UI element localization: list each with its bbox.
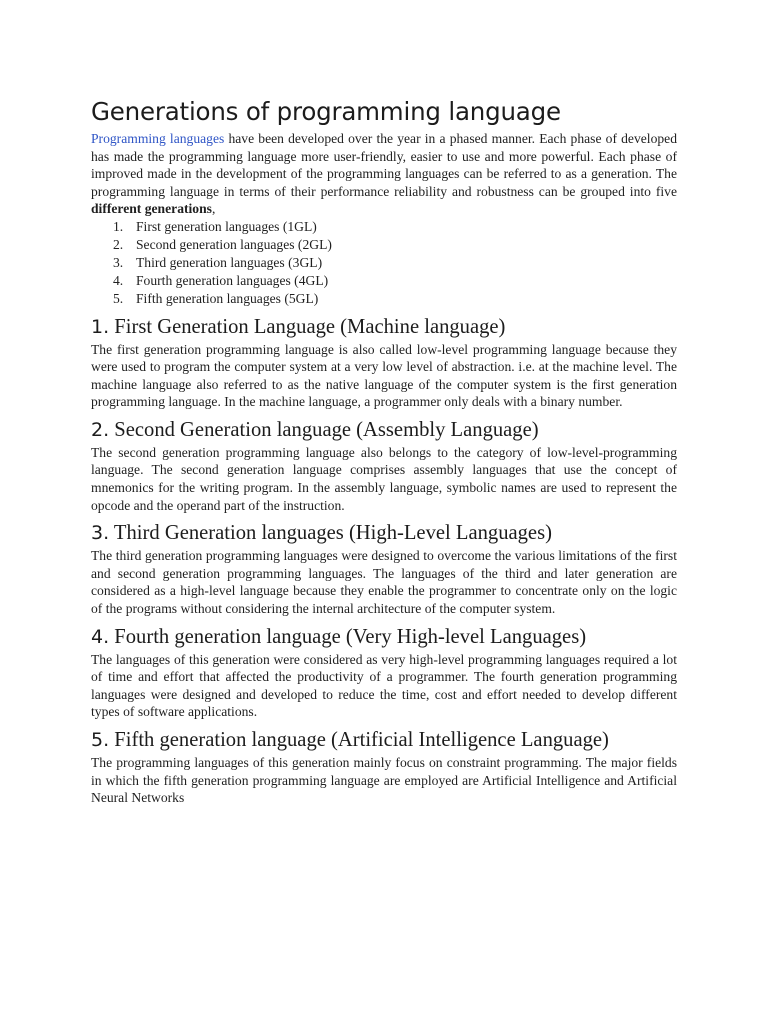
section-number: 5. [91, 729, 110, 751]
section-number: 4. [91, 625, 110, 648]
list-item [91, 254, 677, 272]
section-body-second-generation: The second generation programming language also belongs to the category of low-level-programming language. The second generation language comprises assembly languages that use the concept of mnemonics for the writing program. In the assembly language, symbolic names are used to represent the opcode and the operand part of the instruction. [91, 444, 677, 513]
section-title: First Generation Language (Machine language) [109, 315, 506, 338]
document-page [91, 96, 677, 807]
generations-list [91, 218, 677, 308]
list-item-label: Fifth generation languages (5GL) [136, 290, 319, 306]
section-title: Third Generation languages (High-Level Languages) [109, 522, 552, 545]
list-item-number: 2. [113, 236, 124, 252]
section-body-third-generation: The third generation programming languages were designed to overcome the various limitations of the first and second generation programming languages. The languages of the third and later generation are considered as a high-level language because they enable the programmer to concentrate only on the logic of the programs without considering the internal architecture of the computer system. [91, 548, 677, 617]
section-number: 2. [91, 418, 110, 441]
section-heading-third-generation [91, 520, 677, 546]
list-item-number: 1. [113, 218, 124, 234]
section-heading-fifth-generation [91, 727, 677, 753]
page-title: Generations of programming language [91, 97, 561, 126]
section-body-first-generation: The first generation programming language is also called low-level programming language because they were used to program the computer system at a very low level of abstraction. i.e. at the machine level. The machine language also referred to as the native language of the computer system is the first generation programming language. In the machine language, a programmer only deals with a binary number. [91, 341, 677, 410]
list-item-label: Second generation languages (2GL) [136, 236, 332, 252]
list-item [91, 218, 677, 236]
list-item [91, 290, 677, 308]
intro-trailing-text: , [211, 201, 216, 217]
list-item-label: First generation languages (1GL) [136, 218, 317, 234]
intro-text: have been developed over the year in a phased manner. Each phase of developed has made the programming language more user-friendly, easier to use and more powerful. Each phase of improved made in the development of the programming languages can be referred to as a generation. The programming language in terms of their performance reliability and robustness can be grouped into five [91, 131, 677, 199]
list-item-number: 3. [113, 254, 124, 270]
section-number: 1. [91, 315, 110, 338]
section-number: 3. [91, 522, 110, 545]
list-item [91, 236, 677, 254]
section-heading-first-generation [91, 314, 677, 340]
list-item-label: Third generation languages (3GL) [136, 254, 323, 270]
programming-languages-link[interactable]: Programming languages [91, 131, 225, 146]
section-body-fifth-generation: The programming languages of this generation mainly focus on constraint programming. The major fields in which the fifth generation programming language are employed are Artificial Intelligence and Artificial Neural Networks [91, 755, 677, 806]
section-title: Fourth generation language (Very High-level Languages) [109, 625, 587, 648]
section-title: Second Generation language (Assembly Language) [109, 418, 539, 441]
intro-paragraph [91, 130, 677, 218]
section-heading-fourth-generation [91, 624, 677, 650]
list-item [91, 272, 677, 290]
list-item-label: Fourth generation languages (4GL) [136, 272, 329, 288]
section-title: Fifth generation language (Artificial Intelligence Language) [109, 729, 609, 751]
section-body-fourth-generation: The languages of this generation were considered as very high-level programming languages required a lot of time and effort that affected the productivity of a programmer. The fourth generation programming languages were designed and developed to reduce the time, cost and effort needed to develop different types of software applications. [91, 651, 677, 720]
list-item-number: 4. [113, 272, 124, 288]
section-heading-second-generation [91, 417, 677, 443]
list-item-number: 5. [113, 290, 124, 306]
intro-bold-text: different generations [91, 201, 212, 217]
